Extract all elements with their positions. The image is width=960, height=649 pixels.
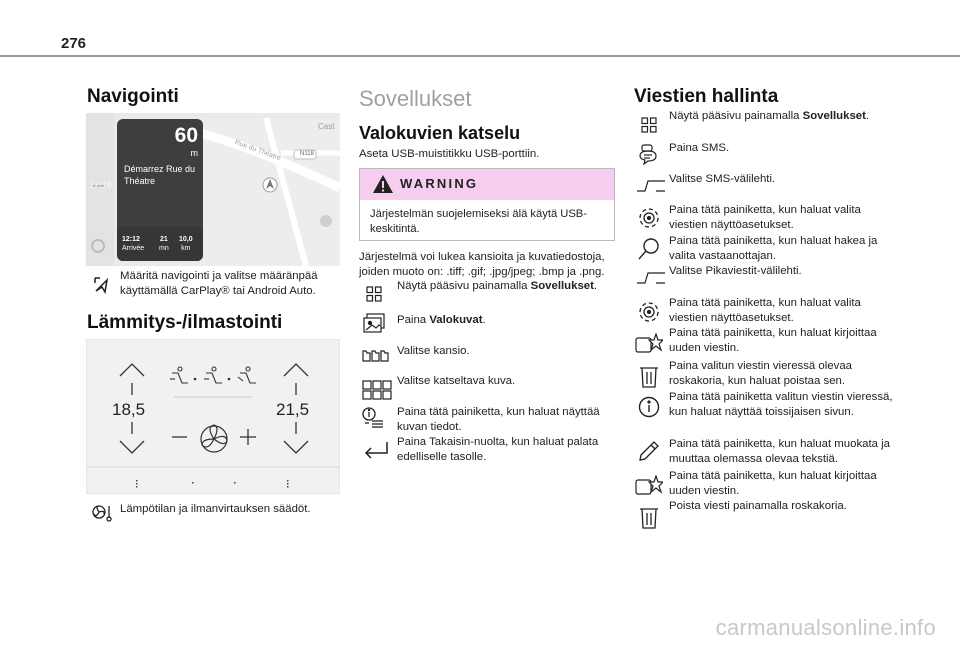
- map-label-city: Cast: [318, 122, 335, 131]
- navigation-caption: Määritä navigointi ja valitse määränpää käyttämällä CarPlay® tai Android Auto.: [120, 270, 318, 297]
- navigation-heading: Navigointi: [87, 86, 179, 107]
- climate-caption: Lämpötilan ja ilmanvirtauksen säädöt.: [120, 503, 311, 515]
- messages-step-8-text: Paina tätä painiketta, kun haluat kirjoittaa uuden viestin.: [669, 327, 877, 354]
- messages-step-5-text: Paina tätä painiketta, kun haluat hakea ja valita vastaanottajan.: [669, 235, 878, 262]
- usb-intro: Aseta USB-muistitikku USB-porttiin.: [359, 148, 540, 160]
- folders-icon: [362, 350, 390, 362]
- new-message-icon: [635, 475, 663, 497]
- street-name: Démarrez Rue du Théatre: [124, 164, 196, 186]
- messages-step-3-text: Valitse SMS-välilehti.: [669, 173, 776, 185]
- arrival-label: Arrivée: [122, 245, 145, 252]
- watermark: carmanualsonline.info: [715, 615, 936, 640]
- left-temperature: 18,5: [112, 400, 146, 419]
- apps-step-4-text: Valitse katseltava kuva.: [397, 375, 516, 387]
- climate-screen: [86, 339, 340, 494]
- apps-heading: Sovellukset: [359, 86, 472, 111]
- messages-step-11-text: Paina tätä painiketta, kun haluat muokata ja muuttaa olemassa olevaa tekstiä.: [669, 438, 890, 465]
- messages-step-3: [669, 172, 899, 187]
- apps-step-5: [397, 405, 617, 435]
- messages-step-5: [669, 234, 901, 264]
- settings-icon: [636, 299, 662, 325]
- new-message-icon: [635, 333, 663, 355]
- trash-icon: [639, 366, 659, 388]
- distance-unit: m: [190, 148, 198, 158]
- minutes-label: mn: [159, 245, 169, 252]
- minutes-block: [159, 235, 169, 253]
- messages-step-13: [669, 499, 901, 514]
- apps-step-2-bold: Valokuvat: [429, 314, 483, 326]
- map-label-road: N118: [300, 151, 314, 157]
- apps-grid-icon: [641, 117, 657, 133]
- supported-formats: Järjestelmä voi lukea kansioita ja kuvatiedostoja, joiden muoto on: .tiff; .gif; .jpg/jpeg; .bmp ja .png.: [359, 251, 605, 278]
- km-value: 10,0: [179, 236, 193, 243]
- arrival-block: [122, 235, 144, 253]
- navigation-icon: [93, 276, 109, 294]
- messages-step-13-text: Poista viesti painamalla roskakoria.: [669, 500, 847, 512]
- messages-step-7: [669, 296, 901, 326]
- page-number: 276: [61, 35, 87, 52]
- warning-text: Järjestelmän suojelemiseksi älä käytä USB-keskitintä.: [370, 208, 587, 235]
- warning-title: WARNING: [400, 176, 479, 191]
- apps-step-1-bold: Sovellukset: [530, 280, 594, 292]
- messages-step-9: [669, 359, 901, 389]
- climate-heading: Lämmitys-/ilmastointi: [87, 312, 283, 333]
- navigation-screen: [86, 113, 340, 266]
- photos-icon: [363, 313, 385, 333]
- messages-step-4-text: Paina tätä painiketta, kun haluat valita viestien näyttöasetukset.: [669, 204, 861, 231]
- warning-header: [360, 169, 614, 200]
- trash-icon: [639, 507, 659, 529]
- distance-value: 60: [174, 124, 198, 147]
- apps-step-6-text: Paina Takaisin-nuolta, kun haluat palata edelliselle tasolle.: [397, 436, 599, 463]
- arrival-time: 12:12: [122, 236, 140, 243]
- tab-icon: [636, 180, 666, 192]
- messages-step-1-post: .: [865, 110, 870, 122]
- image-info-icon: [362, 407, 384, 429]
- climate-icon: [91, 502, 115, 522]
- photos-heading: Valokuvien katselu: [359, 123, 521, 143]
- back-arrow-icon: [363, 441, 389, 461]
- minutes-value: 21: [159, 236, 168, 243]
- apps-step-2-pre: Paina: [397, 314, 430, 326]
- warning-icon: [372, 174, 394, 194]
- messages-step-2-text: Paina SMS.: [669, 142, 730, 154]
- messages-step-12-text: Paina tätä painiketta, kun haluat kirjoittaa uuden viestin.: [669, 470, 877, 497]
- sms-icon: [638, 144, 662, 166]
- info-icon: [638, 396, 660, 418]
- messages-step-12: [669, 469, 901, 499]
- messages-step-10-text: Paina tätä painiketta valitun viestin vieressä, kun haluat näyttää toissijaisen sivun.: [669, 391, 893, 418]
- apps-step-1: [397, 279, 617, 294]
- messages-heading: Viestien hallinta: [634, 86, 779, 107]
- search-icon: [637, 237, 661, 261]
- messages-step-10: [669, 390, 901, 420]
- messages-step-1-bold: Sovellukset: [802, 110, 866, 122]
- apps-step-2-post: .: [482, 314, 486, 326]
- messages-step-8: [669, 326, 901, 356]
- tab-icon: [636, 272, 666, 284]
- apps-grid-icon: [366, 286, 382, 302]
- apps-step-1-pre: Näytä pääsivu painamalla: [397, 280, 531, 292]
- messages-step-6: [669, 264, 901, 279]
- messages-step-4: [669, 203, 901, 233]
- apps-step-4: [397, 374, 617, 389]
- apps-step-6: [397, 435, 617, 465]
- thumbnails-icon: [362, 380, 392, 400]
- map-label-street: Rue du Théatre: [233, 139, 282, 163]
- messages-step-6-text: Valitse Pikaviestit-välilehti.: [669, 265, 802, 277]
- messages-step-2: [669, 141, 899, 156]
- messages-step-11: [669, 437, 901, 467]
- km-label: km: [181, 245, 191, 252]
- right-temperature: 21,5: [276, 400, 310, 419]
- apps-step-3: [397, 344, 617, 359]
- settings-icon: [636, 205, 662, 231]
- apps-step-5-text: Paina tätä painiketta, kun haluat näyttää kuvan tiedot.: [397, 406, 600, 433]
- messages-step-1: [669, 109, 899, 124]
- messages-step-9-text: Paina valitun viestin vieressä olevaa roskakoria, kun haluat poistaa sen.: [669, 360, 852, 387]
- apps-step-3-text: Valitse kansio.: [397, 345, 470, 357]
- clock: 17:10: [89, 180, 113, 190]
- km-block: [179, 235, 193, 253]
- warning-box: [359, 168, 615, 241]
- messages-step-1-pre: Näytä pääsivu painamalla: [669, 110, 803, 122]
- apps-step-2: [397, 313, 617, 328]
- messages-step-7-text: Paina tätä painiketta, kun haluat valita viestien näyttöasetukset.: [669, 297, 861, 324]
- edit-icon: [638, 440, 660, 462]
- apps-step-1-post: .: [593, 280, 598, 292]
- top-divider: [0, 55, 960, 57]
